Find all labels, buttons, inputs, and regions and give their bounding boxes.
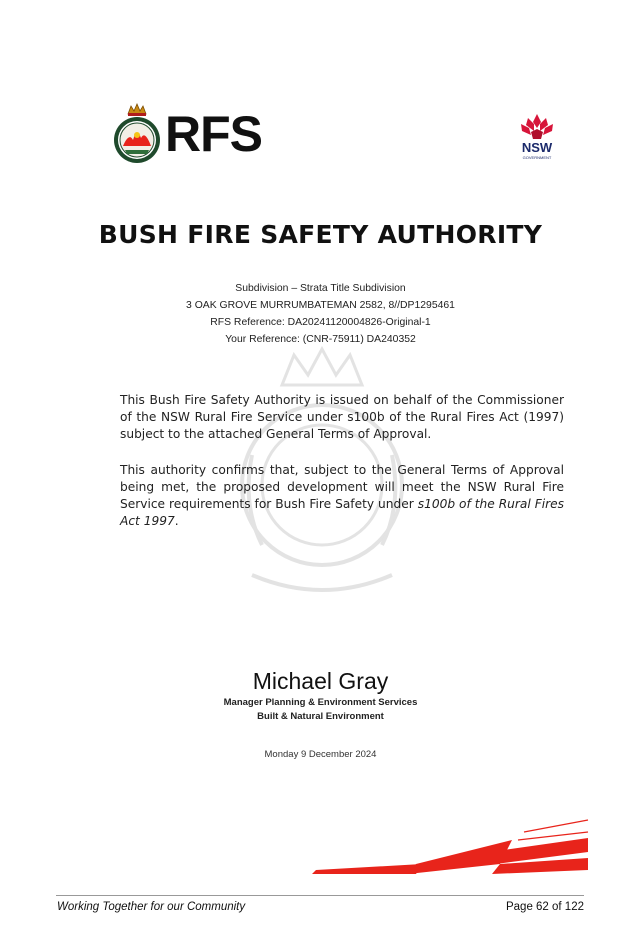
subdivision-type: Subdivision – Strata Title Subdivision — [235, 283, 406, 294]
rfs-logo — [111, 102, 271, 166]
property-address: 3 OAK GROVE MURRUMBATEMAN 2582, 8//DP1295461 — [186, 300, 455, 311]
signer-name: Michael Gray — [252, 668, 389, 694]
signer-position: Manager Planning & Environment Services — [223, 697, 418, 708]
confirmation-end: . — [174, 514, 179, 528]
footer-divider — [56, 895, 584, 896]
footer-swoosh-graphic — [312, 818, 592, 874]
nsw-wordmark: NSW — [521, 140, 553, 155]
rfs-reference: RFS Reference: DA20241120004826-Original-1 — [210, 317, 431, 328]
confirmation-text: This authority confirms that, subject to the General Terms of Approval being met, the proposed development will meet the NSW Rural Fire Service requirements for Bush Fire Safety under — [120, 463, 564, 511]
your-reference: Your Reference: (CNR-75911) DA240352 — [225, 334, 416, 345]
footer-slogan: Working Together for our Community — [57, 901, 246, 913]
signature-date: Monday 9 December 2024 — [264, 749, 377, 760]
nsw-government-label: GOVERNMENT — [522, 155, 552, 160]
waratah-icon — [514, 112, 560, 142]
signer-division: Built & Natural Environment — [257, 711, 384, 722]
rfs-wordmark: RFS — [165, 106, 262, 162]
confirmation-paragraph — [120, 462, 564, 530]
page-number: Page 62 of 122 — [505, 901, 584, 913]
authority-statement-paragraph: This Bush Fire Safety Authority is issued on behalf of the Commissioner of the NSW Rural Fire Service under s100b of the Rural Fires Act (1997) subject to the attached General Terms of Approval. — [120, 393, 564, 441]
act-citation: s100b of the Rural Fires Act 1997 — [120, 497, 564, 528]
document-title: BUSH FIRE SAFETY AUTHORITY — [98, 220, 543, 249]
rfs-crest-icon — [111, 102, 163, 166]
nsw-government-logo — [514, 112, 560, 164]
